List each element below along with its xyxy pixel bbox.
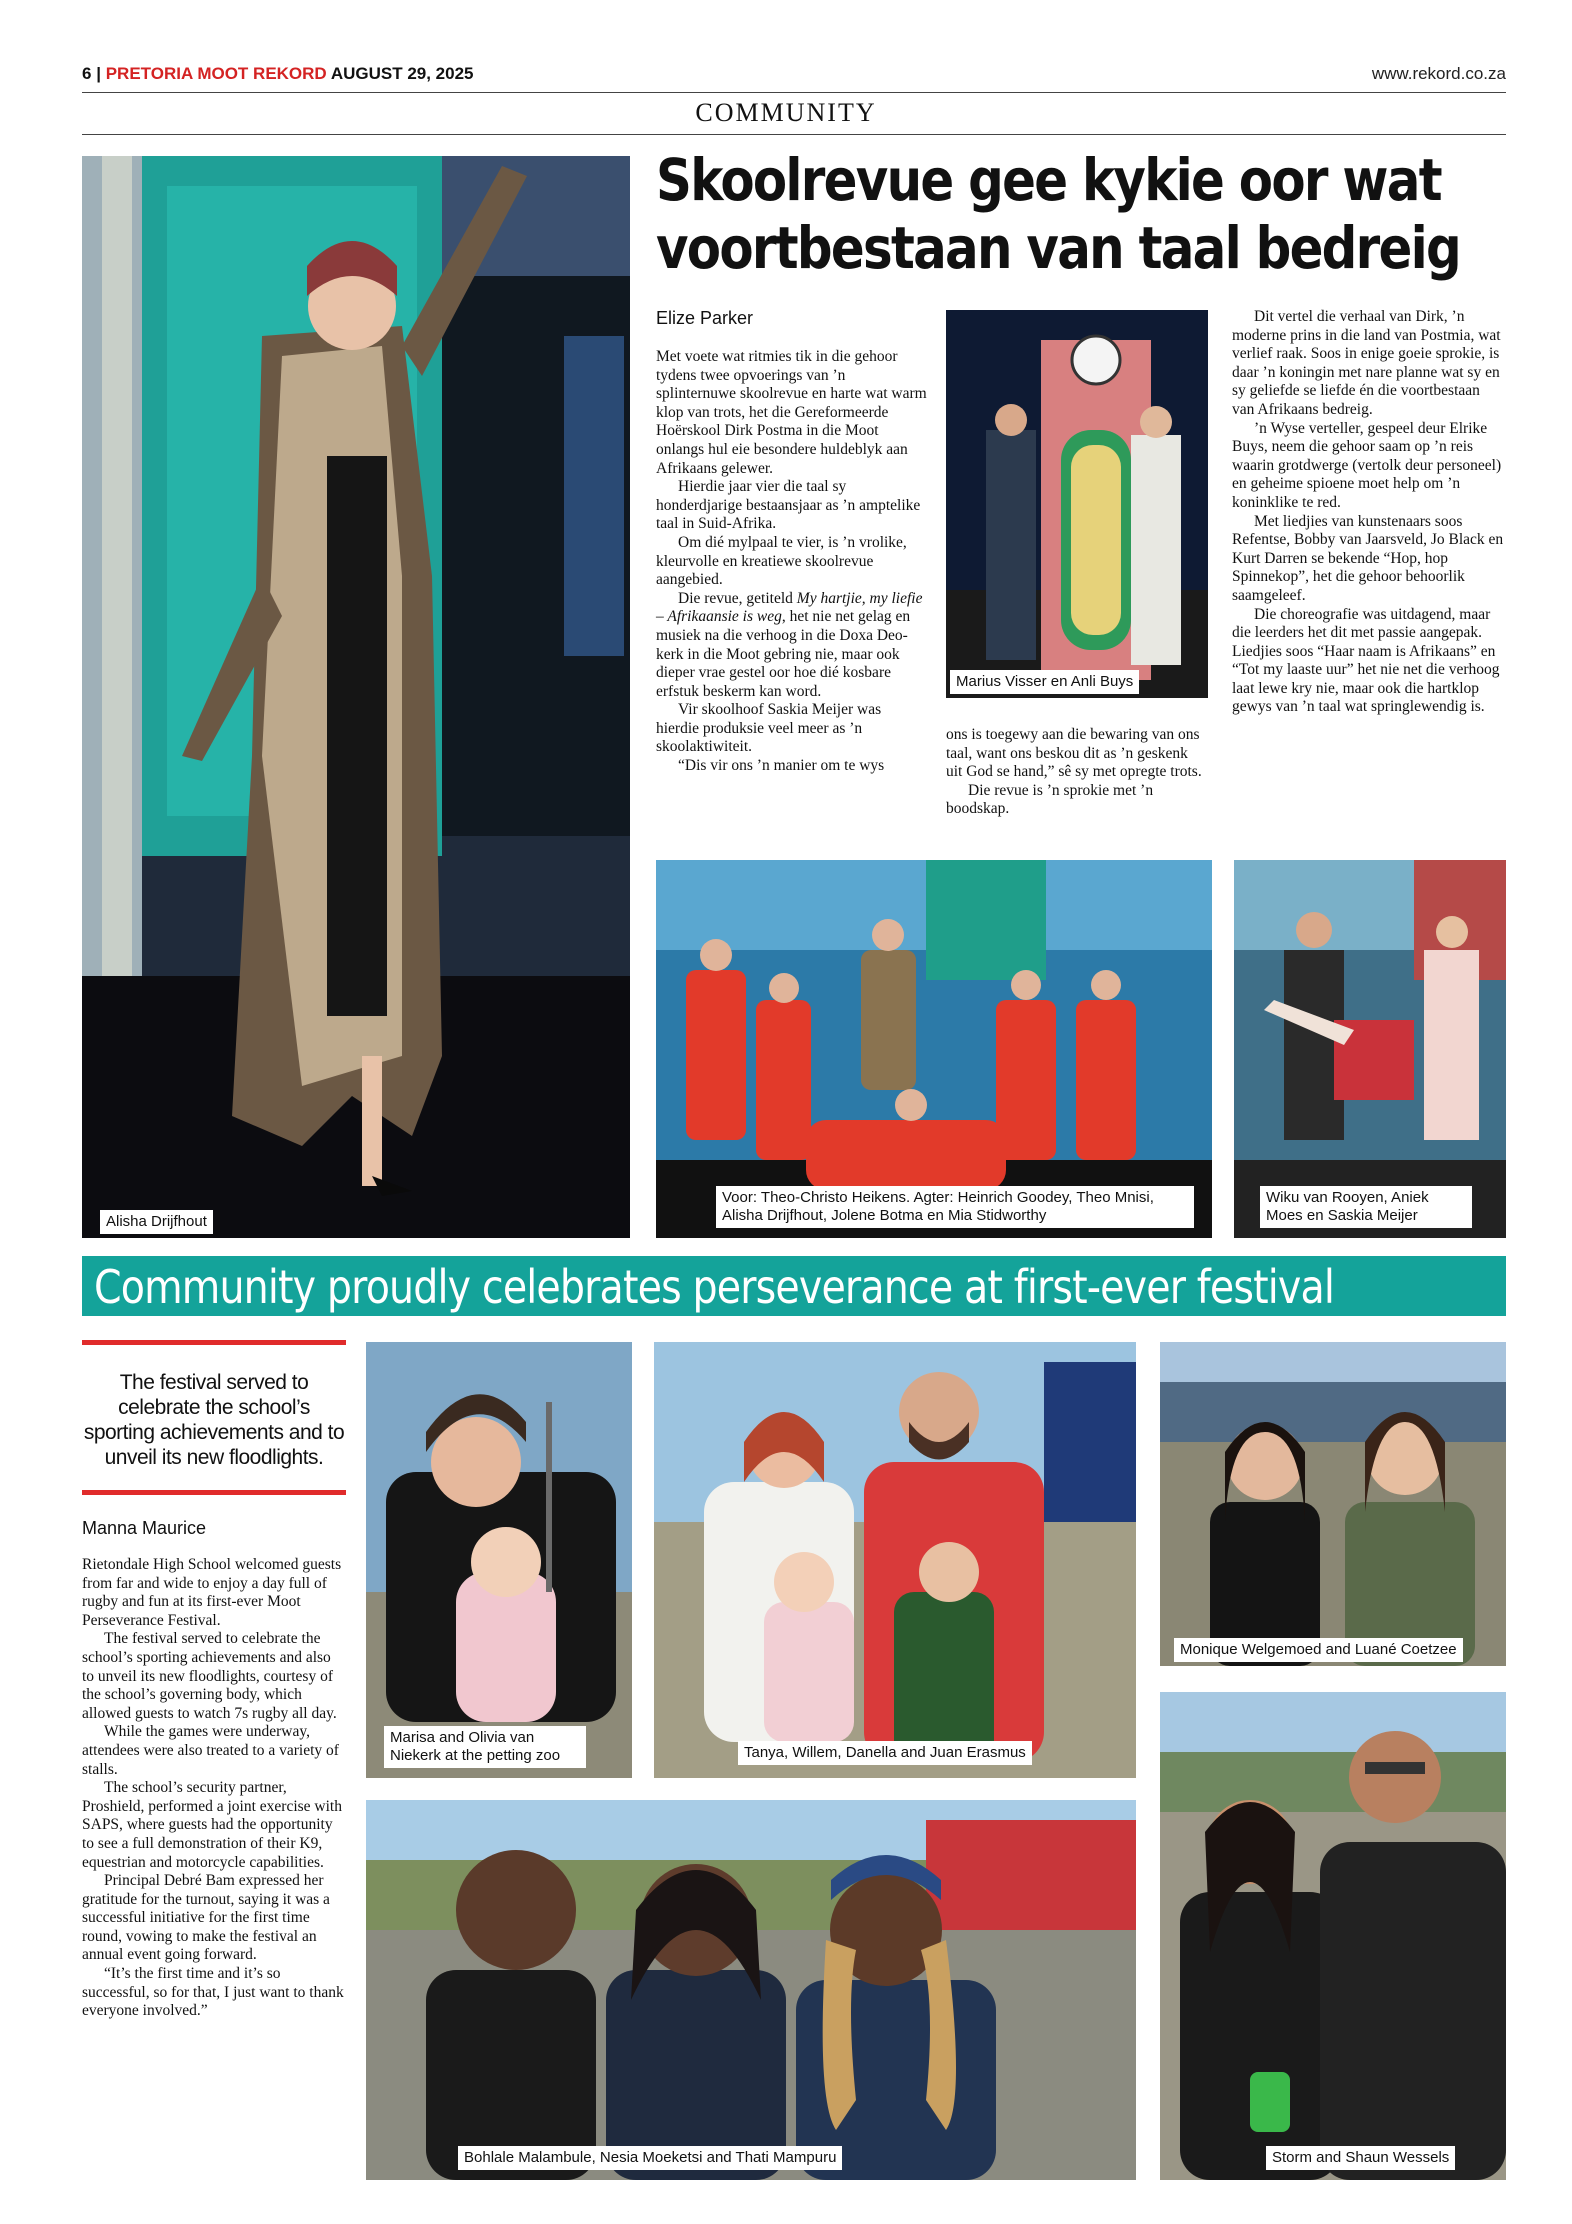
website-url[interactable]: www.rekord.co.za <box>1371 64 1506 83</box>
photo-storm-shaun <box>1160 1692 1506 2180</box>
byline-manna-maurice: Manna Maurice <box>82 1518 207 1538</box>
article2-body <box>82 1556 344 2021</box>
masthead <box>82 60 1506 90</box>
banner-headline: Community proudly celebrates perseverance at first-ever festival <box>94 1260 1334 1314</box>
paragraph: Rietondale High School welcomed guests from far and wide to enjoy a day full of rugby and fun at its first-ever Moot Perseverance Festival. <box>82 1556 342 1629</box>
masthead-separator: | <box>96 64 101 83</box>
caption-storm: Storm and Shaun Wessels <box>1266 2146 1455 2170</box>
paragraph: The school’s security partner, Proshield, performed a joint exercise with SAPS, where guests had the opportunity to see a full demonstration of their K9, equestrian and motorcycle capabilities. <box>82 1779 342 1871</box>
photo-marisa-olivia <box>366 1342 632 1778</box>
article1-column2 <box>946 726 1208 819</box>
paragraph: Dit vertel die verhaal van Dirk, ’n moderne prins in die land van Postmia, wat verlief raak. Soos in enige goeie sprokie, is daar ’n koningin met nare planne wat sy en sy geliefde se liefde én die voortbestaan van Afrikaans bedreig. <box>1232 308 1501 418</box>
masthead-rule <box>82 92 1506 93</box>
paragraph: Met liedjies van kunstenaars soos Refentse, Bobby van Jaarsveld, Jo Black en Kurt Darren se bekende “Hop, hop Spinnekop”, het die gehoor behoorlik saamgeleef. <box>1232 512 1504 604</box>
revue-title-italic: My hartjie, my liefie – Afrikaansie is weg <box>656 589 923 626</box>
caption-marisa-line1: Marisa and Olivia van <box>390 1729 535 1746</box>
headline <box>656 146 1461 282</box>
masthead-left <box>82 64 474 84</box>
paragraph: The festival served to celebrate the school’s sporting achievements and also to unveil its new floodlights, courtesy of the school’s governing body, which allowed guests to watch 7s rugby all day. <box>82 1630 337 1722</box>
photo-wiku-aniek-saskia <box>1234 860 1506 1238</box>
caption-marius: Marius Visser en Anli Buys <box>950 670 1139 694</box>
paragraph: “Dis vir ons ’n manier om te wys <box>678 757 885 775</box>
photo-alisha-drijfhout <box>82 156 630 1238</box>
text-run: , het nie net gelag en musiek na die verhoog in die Doxa Deo-kerk in die Moot gebring nie, maar ook dieper vrae gestel oor hoe dié kosbare erfstuk beskerm kan word. <box>656 608 911 700</box>
byline-elize-parker: Elize Parker <box>656 308 754 328</box>
article1-column1 <box>656 348 928 776</box>
photo-bohlale-nesia-thati <box>366 1800 1136 2180</box>
photo-cast-group <box>656 860 1212 1238</box>
pullquote-rule-top <box>82 1340 346 1345</box>
paragraph: Die revue is ’n sprokie met ’n boodskap. <box>946 781 1154 818</box>
paragraph: ons is toegewy aan die bewaring van ons taal, want ons beskou dit as ’n geskenk uit God se hand,” sê sy met opregte trots. <box>946 726 1202 781</box>
photo-marius-anli <box>946 310 1208 698</box>
section-label: COMMUNITY <box>695 98 877 127</box>
paragraph: While the games were underway, attendees were also treated to a variety of stalls. <box>82 1723 339 1778</box>
section-rule <box>82 134 1506 135</box>
paragraph: “It’s the first time and it’s so successful, so for that, I just want to thank everyone involved.” <box>82 1965 344 2020</box>
paragraph: Hierdie jaar vier die taal sy honderdjarige bestaansjaar as ’n amptelike taal in Suid-Afrika. <box>656 478 921 533</box>
paragraph: ’n Wyse verteller, gespeel deur Elrike Buys, neem die gehoor saam op ’n reis waarin grotdwerge (vertolk deur personeel) en geheime spioene moet help om ’n koninklike te red. <box>1232 419 1502 511</box>
article1-column3 <box>1232 308 1506 717</box>
photo-monique-luane <box>1160 1342 1506 1666</box>
publication-name: PRETORIA MOOT REKORD <box>105 64 327 83</box>
issue-date: AUGUST 29, 2025 <box>330 64 474 83</box>
headline-line2: voortbestaan van taal bedreig <box>656 214 1461 282</box>
caption-monique: Monique Welgemoed and Luané Coetzee <box>1174 1638 1463 1662</box>
pullquote: The festival served to celebrate the school’s sporting achievements and to unveil its new floodlights. <box>83 1371 345 1469</box>
page-number: 6 <box>82 64 92 83</box>
paragraph: Principal Debré Bam expressed her gratitude for the turnout, saying it was a successful initiative for the first time round, vowing to make the festival an annual event going forward. <box>82 1872 330 1964</box>
pullquote-rule-bottom <box>82 1490 346 1495</box>
photo-erasmus-family <box>654 1342 1136 1778</box>
paragraph: Met voete wat ritmies tik in die gehoor tydens twee opvoerings van ’n splinternuwe skoolrevue en harte wat warm klop van trots, het die Gereformeerde Hoërskool Dirk Postma in die Moot onlangs hul eie besondere huldeblyk aan Afrikaans gelewer. <box>656 348 927 477</box>
caption-alisha: Alisha Drijfhout <box>100 1210 213 1234</box>
caption-cast-group: Voor: Theo-Christo Heikens. Agter: Heinrich Goodey, Theo Mnisi, Alisha Drijfhout, Jolene Botma en Mia Stidworthy <box>716 1186 1194 1228</box>
banner-festival <box>82 1256 1506 1316</box>
caption-marisa <box>384 1726 586 1768</box>
paragraph: Die choreografie was uitdagend, maar die leerders het dit met passie aangepak. Liedjies soos “Haar naam is Afrikaans” en “Tot my laaste uur” het nie net die verhoog laat lewe kry nie, maar ook die hartklop gewys van ’n taal wat springlewendig is. <box>1232 605 1500 716</box>
headline-line1: Skoolrevue gee kykie oor wat <box>656 146 1441 214</box>
paragraph: Vir skoolhoof Saskia Meijer was hierdie produksie veel meer as ’n skoolaktiwiteit. <box>656 701 882 756</box>
caption-bohlale: Bohlale Malambule, Nesia Moeketsi and Thati Mampuru <box>458 2146 842 2170</box>
caption-wiku: Wiku van Rooyen, Aniek Moes en Saskia Meijer <box>1260 1186 1472 1228</box>
text-run: Die revue, getiteld <box>678 589 797 607</box>
paragraph: Om dié mylpaal te vier, is ’n vrolike, kleurvolle en kreatiewe skoolrevue aangebied. <box>656 533 907 589</box>
paragraph-revue-title <box>656 590 928 702</box>
caption-marisa-line2: Niekerk at the petting zoo <box>390 1747 561 1764</box>
caption-tanya: Tanya, Willem, Danella and Juan Erasmus <box>738 1741 1032 1765</box>
